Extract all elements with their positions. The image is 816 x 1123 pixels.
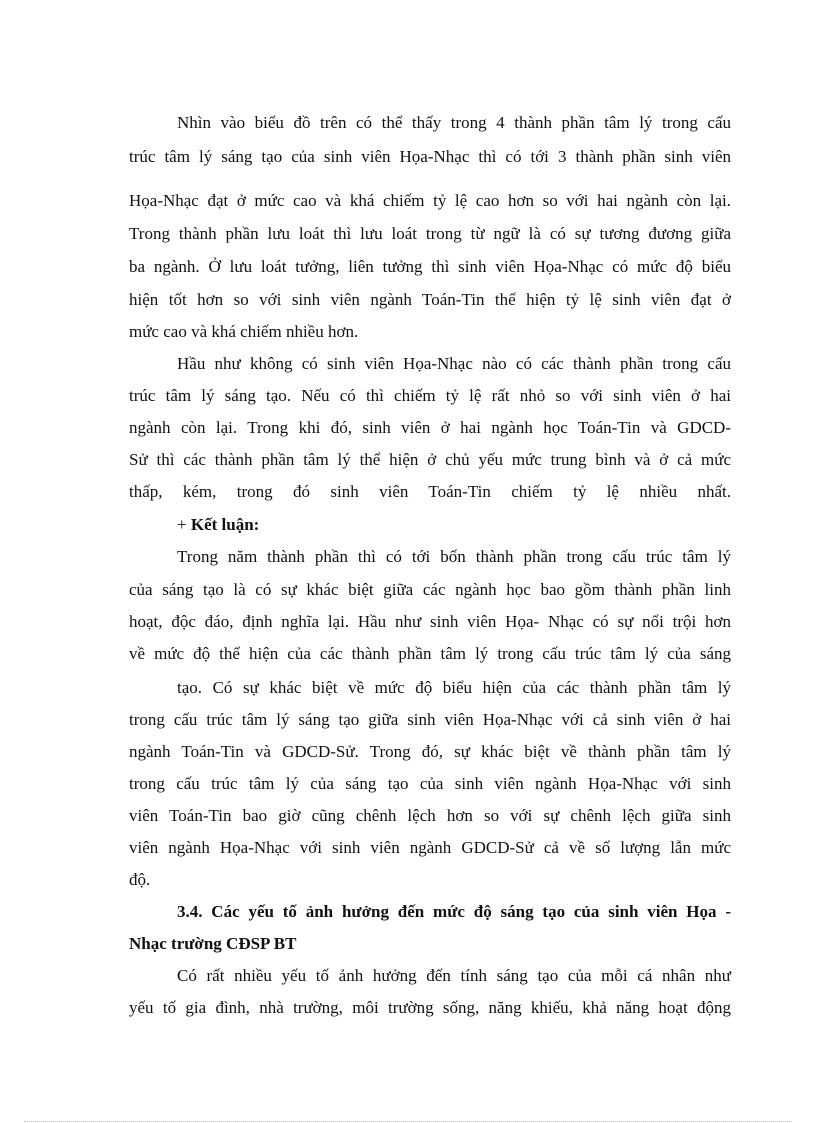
paragraph-line: tạo. Có sự khác biệt về mức độ biểu hiện của các thành phần tâm lý (177, 678, 731, 697)
paragraph-line: trúc tâm lý sáng tạo của sinh viên Họa-Nhạc thì có tới 3 thành phần sinh viên (129, 147, 731, 166)
paragraph-line: trong cấu trúc tâm lý sáng tạo giữa sinh viên Họa-Nhạc với cả sinh viên ở hai (129, 710, 731, 729)
paragraph-line: ngành Toán-Tin và GDCD-Sử. Trong đó, sự khác biệt về thành phần tâm lý (129, 742, 731, 761)
section-heading: 3.4. Các yếu tố ảnh hưởng đến mức độ sáng tạo của sinh viên Họa - (177, 902, 731, 921)
conclusion-heading (177, 514, 731, 536)
paragraph-line: của sáng tạo là có sự khác biệt giữa các ngành học bao gồm thành phần linh (129, 580, 731, 599)
paragraph-line: Sử thì các thành phần tâm lý thể hiện ở chủ yếu mức trung bình và ở cả mức (129, 450, 731, 469)
paragraph-line: yếu tố gia đình, nhà trường, môi trường sống, năng khiếu, khả năng hoạt động (129, 998, 731, 1017)
page-bottom-divider (24, 1121, 792, 1122)
paragraph-line: Họa-Nhạc đạt ở mức cao và khá chiếm tỷ lệ cao hơn so với hai ngành còn lại. (129, 191, 731, 210)
paragraph-line: về mức độ thể hiện của các thành phần tâm lý trong cấu trúc tâm lý của sáng (129, 644, 731, 663)
paragraph-line: hiện tốt hơn so với sinh viên ngành Toán-Tin thể hiện tỷ lệ sinh viên đạt ở (129, 290, 731, 309)
paragraph-line: trong cấu trúc tâm lý của sáng tạo của sinh viên ngành Họa-Nhạc với sinh (129, 774, 731, 793)
paragraph-line: viên ngành Họa-Nhạc với sinh viên ngành GDCD-Sử cả về số lượng lẫn mức (129, 838, 731, 857)
paragraph-line: độ. (129, 870, 151, 889)
conclusion-label: Kết luận: (190, 515, 260, 534)
paragraph-line: Nhìn vào biểu đồ trên có thể thấy trong 4 thành phần tâm lý trong cấu (177, 113, 731, 132)
paragraph-line: mức cao và khá chiếm nhiều hơn. (129, 322, 359, 341)
paragraph-line: Trong thành phần lưu loát thì lưu loát trong từ ngữ là có sự tương đương giữa (129, 224, 731, 243)
paragraph-line: ngành còn lại. Trong khi đó, sinh viên ở hai ngành học Toán-Tin và GDCD- (129, 418, 731, 437)
section-heading: Nhạc trường CĐSP BT (129, 934, 297, 953)
conclusion-prefix: + (177, 515, 191, 534)
paragraph-line: trúc tâm lý sáng tạo. Nếu có thì chiếm tỷ lệ rất nhỏ so với sinh viên ở hai (129, 386, 731, 405)
paragraph-line: thấp, kém, trong đó sinh viên Toán-Tin chiếm tỷ lệ nhiều nhất. (129, 482, 731, 501)
paragraph-line: ba ngành. Ở lưu loát tưởng, liên tưởng thì sinh viên Họa-Nhạc có mức độ biểu (129, 257, 731, 276)
paragraph-line: Hầu như không có sinh viên Họa-Nhạc nào có các thành phần trong cấu (177, 354, 731, 373)
paragraph-line: hoạt, độc đáo, định nghĩa lại. Hầu như sinh viên Họa- Nhạc có sự nổi trội hơn (129, 612, 731, 631)
paragraph-line: viên Toán-Tin bao giờ cũng chênh lệch hơn so với sự chênh lệch giữa sinh (129, 806, 731, 825)
paragraph-line: Có rất nhiều yếu tố ảnh hưởng đến tính sáng tạo của mỗi cá nhân như (177, 966, 731, 985)
paragraph-line: Trong năm thành phần thì có tới bốn thành phần trong cấu trúc tâm lý (177, 547, 731, 566)
